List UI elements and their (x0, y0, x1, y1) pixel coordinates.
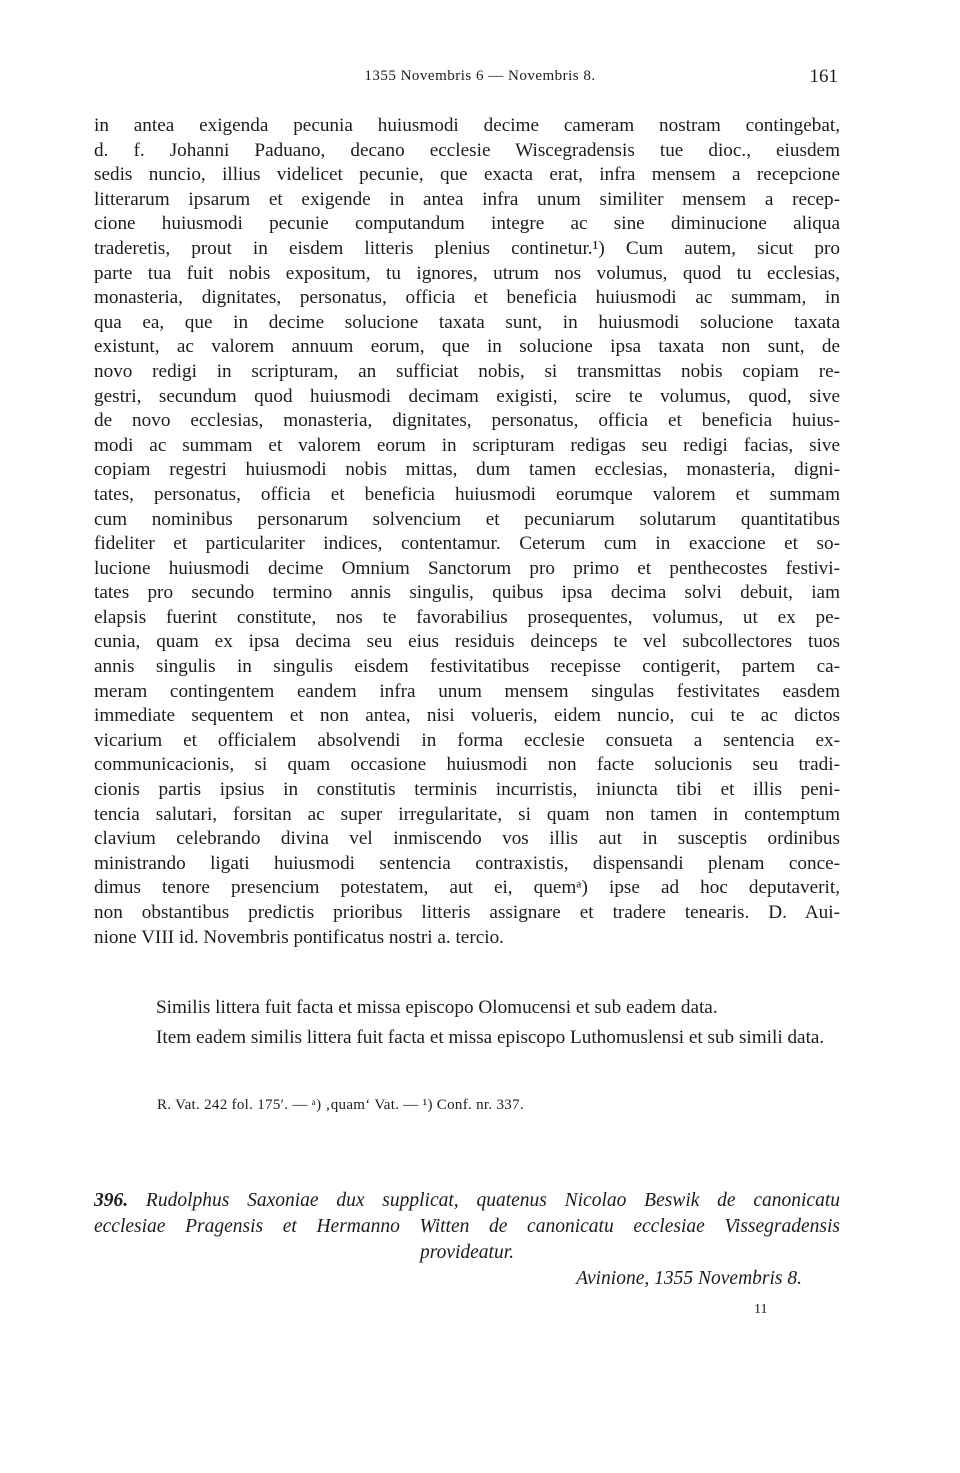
regest-line (94, 1188, 840, 1214)
page-number: 161 (809, 66, 838, 87)
text-line: in antea exigenda pecunia huiusmodi decime cameram nostram contingebat, (94, 115, 840, 136)
text-line: dimus tenore presencium potestatem, aut ei, quemᵃ) ipse ad hoc deputaverit, (94, 877, 840, 899)
text-line: litterarum ipsarum et exigende in antea infra unum similiter mensem a recep- (94, 188, 840, 210)
text-line: d. f. Johanni Paduano, decano ecclesie Wiscegradensis tue dioc., eiusdem (94, 139, 840, 161)
text-line: tates, personatus, officia et beneficia huiusmodi eorumque valorem et summam (94, 483, 840, 505)
source-note: R. Vat. 242 fol. 175′. — ᵃ) ‚quam‘ Vat. — ¹) Conf. nr. 337. (157, 1097, 524, 1113)
text-line: vicarium et officialem absolvendi in forma ecclesie consueta a sentencia ex- (94, 729, 840, 751)
paragraph-item (94, 1026, 840, 1051)
paragraph-text: Item eadem similis littera fuit facta et missa episcopo Luthomuslensi et sub simili data. (156, 1027, 825, 1048)
text-line: novo redigi in scripturam, an sufficiat nobis, si transmittas nobis copiam re- (94, 360, 840, 382)
paragraph-text: Similis littera fuit facta et missa episcopo Olomucensi et sub eadem data. (156, 997, 718, 1018)
regest-text: Rudolphus Saxoniae dux supplicat, quatenus Nicolao Beswik de canonicatu (145, 1190, 840, 1211)
text-line: qua ea, que in decime solucione taxata sunt, in huiusmodi solucione taxata (94, 311, 840, 333)
text-line: traderetis, prout in eisdem litteris plenius continetur.¹) Cum autem, sicut pro (94, 237, 840, 259)
text-line: existunt, ac valorem annuum eorum, que in solucione ipsa taxata non sunt, de (94, 336, 840, 358)
running-head: 1355 Novembris 6 — Novembris 8. (364, 68, 596, 84)
text-line: cione huiusmodi pecunie computandum integre ac sine diminucione aliqua (94, 213, 840, 235)
text-line: cum nominibus personarum solvencium et pecuniarum solutarum quantitatibus (94, 508, 840, 530)
text-line: meram contingentem eandem infra unum mensem singulas festivitates easdem (94, 680, 840, 702)
text-line: sedis nuncio, illius videlicet pecunie, que exacta erat, infra mensem a recepcione (94, 164, 840, 186)
text-line: copiam regestri huiusmodi nobis mittas, dum tamen ecclesias, monasteria, digni- (94, 459, 840, 481)
text-line: ministrando ligati huiusmodi sentencia contraxistis, dispensandi plenam conce- (94, 852, 840, 874)
text-line: immediate sequentem et non antea, nisi volueris, eidem nuncio, cui te ac dictos (94, 705, 840, 727)
signature-mark: 11 (754, 1302, 768, 1317)
text-line: tates pro secundo termino annis singulis, quibus ipsa decima solvi debuit, iam (94, 582, 840, 604)
text-line: de novo ecclesias, monasteria, dignitates, personatus, officia et beneficia huius- (94, 410, 840, 432)
text-line: elapsis fuerint constitute, nos te favorabilius prosequentes, volumus, ut ex pe- (94, 606, 840, 628)
place-date: Avinione, 1355 Novembris 8. (576, 1268, 802, 1289)
regest-line: provideatur. (419, 1242, 515, 1263)
text-line: non obstantibus predictis prioribus litteris assignare et tradere tenearis. D. Aui- (94, 902, 840, 923)
text-line: lucione huiusmodi decime Omnium Sanctorum pro primo et penthecostes festivi- (94, 557, 840, 579)
paragraph-similis (94, 996, 840, 1021)
text-line: fideliter et particulariter indices, contentamur. Ceterum cum in exaccione et so- (94, 533, 840, 555)
text-line: nione VIII id. Novembris pontificatus nostri a. tercio. (94, 926, 504, 948)
text-line: annis singulis in singulis eisdem festivitatibus recepisse contigerit, partem ca- (94, 656, 840, 678)
text-line: modi ac summam et valorem eorum in scripturam redigas seu redigi facias, sive (94, 434, 840, 456)
text-line: cunia, quam ex ipsa decima seu eius residuis deinceps te vel subcollectores tuos (94, 631, 840, 653)
main-text (94, 114, 840, 950)
text-line: tencia salutari, forsitan ac super irregularitate, si quam non tamen in contemptum (94, 803, 840, 825)
text-line: gestri, secundum quod huiusmodi decimam exigisti, scire te volumus, quod, sive (94, 385, 840, 407)
document-regest (94, 1188, 840, 1266)
text-line: clavium celebrando divina vel inmiscendo vos illis aut in susceptis ordinibus (94, 828, 840, 850)
page-header (0, 66, 960, 96)
document-number: 396. (94, 1190, 129, 1211)
text-line: monasteria, dignitates, personatus, officia et beneficia huiusmodi ac summam, in (94, 287, 840, 309)
regest-line: ecclesiae Pragensis et Hermanno Witten de canonicatu ecclesiae Vissegradensis (94, 1216, 840, 1237)
text-line: cionis partis ipsius in constitutis terminis incurristis, iniuncta tibi et illis peni- (94, 779, 840, 801)
text-line: parte tua fuit nobis expositum, tu ignores, utrum nos volumus, quod tu ecclesias, (94, 262, 840, 284)
text-line: communicacionis, si quam occasione huiusmodi non facte solucionis seu tradi- (94, 754, 840, 776)
